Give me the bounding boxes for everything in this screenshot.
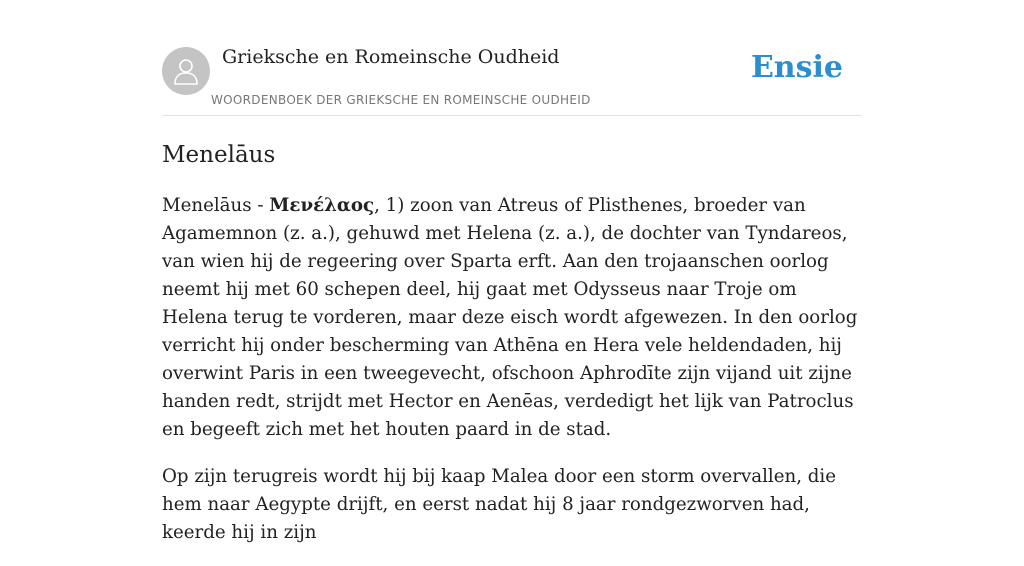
dictionary-title-link[interactable]: Grieksche en Romeinsche Oudheid	[222, 46, 560, 68]
user-avatar-icon	[173, 57, 199, 85]
entry-paragraph-2: Op zijn terugreis wordt hij bij kaap Malea door een storm overvallen, die hem naar Aegypte drijft, en eerst nadat hij 8 jaar rondgezworven had, keerde hij in zijn	[162, 466, 837, 543]
ensie-logo-link[interactable]: Ensie	[750, 50, 843, 85]
greek-term: Μενέλαος	[269, 195, 375, 216]
page-container	[162, 0, 862, 566]
avatar[interactable]	[162, 47, 210, 95]
entry-title: Menelāus	[162, 142, 276, 168]
dictionary-header	[162, 0, 862, 116]
entry-paragraph-1-text: , 1) zoon van Atreus of Plisthenes, broeder van Agamemnon (z. a.), gehuwd met Helena (z. a.), de dochter van Tyndareos, van wien hij de regeering over Sparta erft. Aan den trojaanschen oorlog neemt hij met 60 schepen deel, hij gaat met Odysseus naar Troje om Helena terug te vorderen, maar deze eisch wordt afgewezen. In den oorlog verricht hij onder bescherming van Athēna en Hera vele heldendaden, hij overwint Paris in een tweegevecht, ofschoon Aphrodīte zijn vijand uit zijne handen redt, strijdt met Hector en Aenēas, verdedigt het lijk van Patroclus en begeeft zich met het houten paard in de stad.	[162, 195, 858, 440]
entry-lead-term: Menelāus -	[162, 195, 270, 216]
dictionary-subtitle: WOORDENBOEK DER GRIEKSCHE EN ROMEINSCHE OUDHEID	[211, 93, 591, 107]
entry-paragraph-1	[162, 192, 862, 444]
entry-body	[162, 192, 862, 547]
